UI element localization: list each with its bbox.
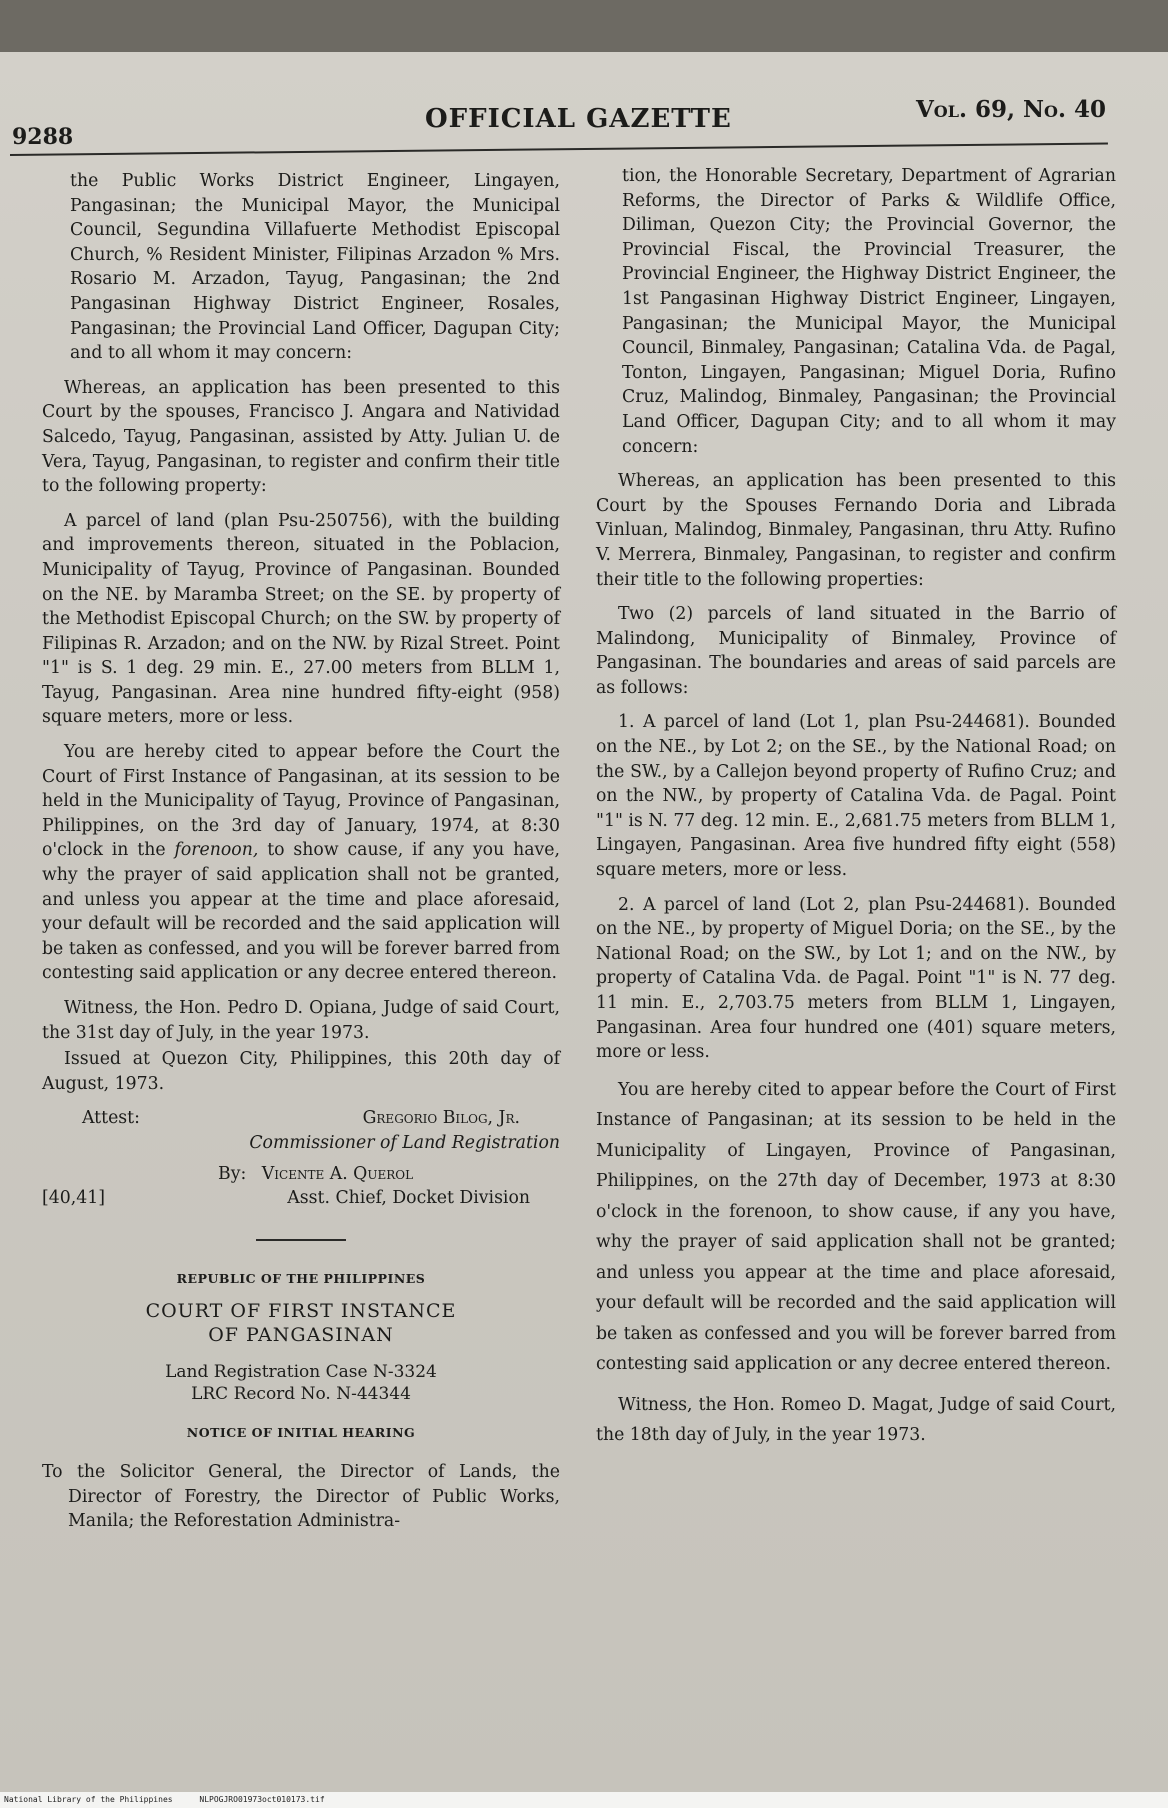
right-column: [596, 164, 1116, 1461]
scan-footer: [0, 1792, 1168, 1808]
signer-title-commissioner: Commissioner of Land Registration: [249, 1132, 560, 1153]
right-parcel-2: 2. A parcel of land (Lot 2, plan Psu-244681). Bounded on the NE., by property of Miguel Doria; on the SE., by the National Road; on the SW., by Lot 1; and on the NW., by property of Catalina Vda. de Pagal. Point "1" is N. 77 deg. 11 min. E., 2,703.75 meters from BLLM 1, Lingayen, Pangasinan. Area four hundred one (401) square meters, more or less.: [596, 894, 1116, 1063]
signer-name-docket: Vicente A. Querol: [261, 1163, 414, 1184]
right-whereas-paragraph: Whereas, an application has been presented to this Court by the Spouses Fernando Doria and Librada Vinluan, Malindog, Binmaley, Pangasinan, thru Atty. Rufino V. Merrera, Binmaley, Pangasinan, to register and confirm their title to the following properties:: [596, 471, 1116, 590]
left-parcel-description: A parcel of land (plan Psu-250756), with the building and improvements thereon, situated in the Poblacion, Municipality of Tayug, Province of Pangasinan. Bounded on the NE. by Maramba Street; on the SE. by property of the Methodist Episcopal Church; on the SW. by property of Filipinas R. Arzadon; and on the NW. by Rizal Street. Point "1" is S. 1 deg. 29 min. E., 27.00 meters from BLLM 1, Tayug, Pangasinan. Area nine hundred fifty-eight (958) square meters, more or less.: [42, 510, 560, 728]
attest-label: Attest:: [82, 1108, 140, 1129]
scan-filename: NLPOGJRO01973oct010173.tif: [199, 1795, 325, 1804]
signer-name-commissioner: Gregorio Bilog, Jr.: [362, 1108, 520, 1129]
left-citation-paragraph: You are hereby cited to appear before the Court the Court of First Instance of Pangasinan, at its session to be held in the Municipality of Tayug, Province of Pangasinan, Philippines, on the 3rd day of January, 1974, at 8:30 o'clock in the forenoon, to show cause, if any you have, why the prayer of said application shall not be granted, and unless you appear at the time and place aforesaid, your default will be recorded and the said application will be taken as confessed, and you will be forever barred from contesting said application or any decree entered thereon.: [42, 742, 560, 984]
notice-heading: NOTICE OF INITIAL HEARING: [186, 1425, 416, 1441]
left-whereas-paragraph: Whereas, an application has been presented to this Court by the spouses, Francisco J. Angara and Natividad Salcedo, Tayug, Pangasinan, assisted by Atty. Julian U. de Vera, Tayug, Pangasinan, to register and confirm their title to the following property:: [42, 377, 560, 497]
lrc-record-number: LRC Record No. N-44344: [191, 1384, 411, 1405]
page-number: 9288: [12, 124, 74, 150]
page-header: [0, 52, 1168, 172]
left-column: [42, 169, 560, 1544]
right-addressees-continued: tion, the Honorable Secretary, Department of Agrarian Reforms, the Director of Parks & Wildlife Office, Diliman, Quezon City; the Provincial Governor, the Provincial Fiscal, the Provincial Treasurer, the Provincial Engineer, the Highway District Engineer, the 1st Pangasinan Highway District Engineer, Lingayen, Pangasinan; the Municipal Mayor, the Municipal Council, Binmaley, Pangasinan; Catalina Vda. de Pagal, Tonton, Lingayen, Pangasinan; Miguel Doria, Rufino Cruz, Malindog, Binmaley, Pangasinan; the Provincial Land Officer, Dagupan City; and to all whom it may concern:: [622, 166, 1116, 457]
gazette-page: [0, 52, 1168, 1792]
by-label: By:: [218, 1163, 247, 1184]
right-parcel-1: 1. A parcel of land (Lot 1, plan Psu-244681). Bounded on the NE., by Lot 2; on the SE., by the National Road; on the SW., by a Callejon beyond property of Rufino Cruz; and on the NW., by property of Catalina Vda. de Pagal. Point "1" is N. 77 deg. 12 min. E., 2,681.75 meters from BLLM 1, Lingayen, Pangasinan. Area five hundred fifty eight (558) square meters, more or less.: [596, 712, 1116, 881]
header-rule: [10, 143, 1108, 156]
right-citation-paragraph: You are hereby cited to appear before the Court of First Instance of Pangasinan; at its session to be held in the Municipality of Lingayen, Province of Pangasinan, Philippines, on the 27th day of December, 1973 at 8:30 o'clock in the forenoon, to show cause, if any you have, why the prayer of said application shall not be granted; and unless you appear at the time and place aforesaid, your default will be recorded and the said application will be taken as confessed and you will be forever barred from contesting said application or any decree entered thereon.: [596, 1079, 1116, 1375]
volume-number: Vol. 69, No. 40: [915, 96, 1106, 123]
case-number: Land Registration Case N-3324: [165, 1362, 437, 1383]
left-addressees-continued: the Public Works District Engineer, Lingayen, Pangasinan; the Municipal Mayor, the Municipal Council, Segundina Villafuerte Methodist Episcopal Church, % Resident Minister, Filipinas Arzadon % Mrs. Rosario M. Arzadon, Tayug, Pangasinan; the 2nd Pangasinan Highway District Engineer, Rosales, Pangasinan; the Provincial Land Officer, Dagupan City; and to all whom it may concern:: [70, 171, 560, 364]
left-witness-paragraph: Witness, the Hon. Pedro D. Opiana, Judge of said Court, the 31st day of July, in the year 1973.: [42, 998, 560, 1043]
left-issued-paragraph: Issued at Quezon City, Philippines, this 20th day of August, 1973.: [42, 1049, 560, 1094]
signature-block: [42, 1106, 560, 1210]
court-heading-line1: COURT OF FIRST INSTANCE: [145, 1300, 457, 1323]
left-addressees: To the Solicitor General, the Director of Lands, the Director of Forestry, the Director of Public Works, Manila; the Reforestation Administra-: [42, 1461, 560, 1532]
republic-heading: REPUBLIC OF THE PHILIPPINES: [176, 1270, 426, 1286]
signer-title-docket: Asst. Chief, Docket Division: [287, 1188, 530, 1209]
section-divider: [256, 1239, 346, 1241]
right-witness-paragraph: Witness, the Hon. Romeo D. Magat, Judge of said Court, the 18th day of July, in the year 1973.: [596, 1394, 1116, 1446]
reference-number: [40,41]: [42, 1188, 105, 1209]
library-credit: National Library of the Philippines: [4, 1795, 173, 1804]
court-heading-line2: OF PANGASINAN: [208, 1324, 394, 1347]
right-properties-intro: Two (2) parcels of land situated in the Barrio of Malindong, Municipality of Binmaley, Province of Pangasinan. The boundaries and areas of said parcels are as follows:: [596, 604, 1116, 698]
publication-title: OFFICIAL GAZETTE: [425, 104, 732, 134]
